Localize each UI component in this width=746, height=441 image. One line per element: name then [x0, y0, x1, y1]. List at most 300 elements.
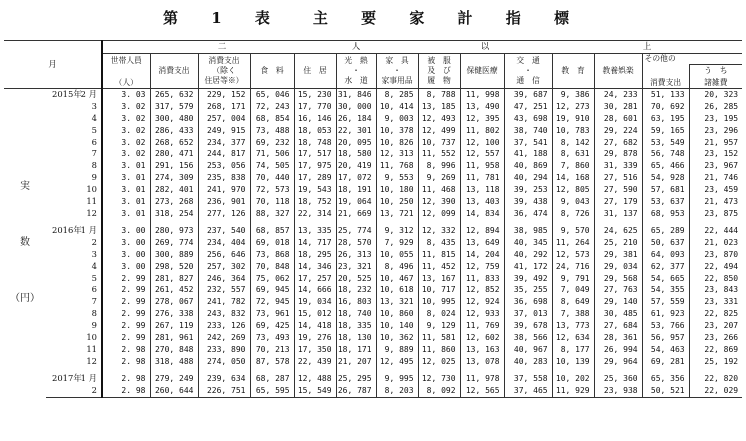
value-cell: 12, 395 — [460, 113, 504, 125]
value-cell: 31, 846 — [336, 88, 376, 100]
value-cell: 40, 869 — [504, 160, 552, 172]
group-nin: 人 — [351, 41, 361, 51]
value-cell: 8, 024 — [418, 308, 460, 320]
value-cell: 13, 078 — [460, 356, 504, 368]
value-cell: 12, 100 — [460, 137, 504, 149]
value-cell: 29, 224 — [594, 125, 642, 137]
month-header: 月 — [4, 41, 102, 89]
value-cell: 12, 273 — [552, 101, 594, 113]
value-cell: 40, 292 — [504, 249, 552, 261]
value-cell: 278, 067 — [150, 296, 198, 308]
value-cell: 65, 595 — [250, 385, 294, 397]
value-cell: 22, 301 — [336, 125, 376, 137]
value-cell: 2. 98 — [102, 373, 150, 385]
value-cell: 12, 805 — [552, 184, 594, 196]
month-label: 11 — [86, 196, 97, 207]
value-cell: 68, 287 — [250, 373, 294, 385]
value-cell: 26, 285 — [689, 101, 742, 113]
value-cell: 9, 269 — [418, 172, 460, 184]
value-cell: 241, 970 — [198, 184, 250, 196]
side-en: （円） — [10, 292, 40, 304]
table-row — [4, 148, 742, 160]
value-cell: 30, 281 — [594, 101, 642, 113]
value-cell: 8, 996 — [418, 160, 460, 172]
value-cell: 70, 692 — [642, 101, 689, 113]
value-cell: 23, 843 — [689, 284, 742, 296]
value-cell: 9, 889 — [376, 344, 418, 356]
value-cell: 257, 302 — [198, 261, 250, 273]
value-cell: 15, 549 — [294, 385, 336, 397]
value-cell: 291, 156 — [150, 160, 198, 172]
value-cell: 7, 049 — [552, 284, 594, 296]
value-cell: 50, 637 — [642, 237, 689, 249]
table-row — [4, 137, 742, 149]
value-cell: 40, 967 — [504, 344, 552, 356]
month-label: 10 — [86, 184, 97, 195]
table-row — [4, 320, 742, 332]
household-indicator-table — [4, 40, 742, 398]
value-cell: 12, 488 — [294, 373, 336, 385]
value-cell: 2. 99 — [102, 273, 150, 285]
value-cell: 64, 093 — [642, 249, 689, 261]
value-cell: 3. 02 — [102, 148, 150, 160]
value-cell: 257, 004 — [198, 113, 250, 125]
month-cell — [46, 125, 102, 137]
month-cell — [46, 344, 102, 356]
value-cell: 71, 506 — [250, 148, 294, 160]
value-cell: 22, 314 — [294, 208, 336, 220]
value-cell: 17, 975 — [294, 160, 336, 172]
value-cell: 40, 294 — [504, 172, 552, 184]
value-cell: 3. 02 — [102, 101, 150, 113]
value-cell: 40, 283 — [504, 356, 552, 368]
value-cell: 2. 98 — [102, 385, 150, 397]
month-cell — [46, 148, 102, 160]
value-cell: 12, 099 — [418, 208, 460, 220]
value-cell: 318, 254 — [150, 208, 198, 220]
value-cell: 62, 377 — [642, 261, 689, 273]
value-cell: 12, 557 — [460, 148, 504, 160]
month-label: 3 — [91, 248, 97, 259]
value-cell: 2. 99 — [102, 308, 150, 320]
value-cell: 12, 759 — [460, 261, 504, 273]
page-title: 第 1 表 主 要 家 計 指 標 — [163, 9, 583, 27]
value-cell: 7, 388 — [552, 308, 594, 320]
value-cell: 57, 681 — [642, 184, 689, 196]
value-cell: 286, 433 — [150, 125, 198, 137]
value-cell: 22, 869 — [689, 344, 742, 356]
table-row — [4, 237, 742, 249]
value-cell: 70, 118 — [250, 196, 294, 208]
value-cell: 54, 463 — [642, 344, 689, 356]
col-shohi-jogai-3: 住居等※） — [204, 75, 244, 85]
value-cell: 274, 050 — [198, 356, 250, 368]
value-cell: 40, 345 — [504, 237, 552, 249]
value-cell: 73, 488 — [250, 125, 294, 137]
value-cell: 69, 281 — [642, 356, 689, 368]
value-cell: 10, 055 — [376, 249, 418, 261]
month-label: 8 — [91, 160, 97, 171]
table-row — [4, 160, 742, 172]
month-label: 2 月 — [80, 88, 97, 99]
value-cell: 10, 250 — [376, 196, 418, 208]
value-cell: 41, 188 — [504, 148, 552, 160]
month-cell — [46, 88, 102, 100]
value-cell: 21, 023 — [689, 237, 742, 249]
col-setai: 世帯人員 — [110, 55, 142, 65]
value-cell: 74, 505 — [250, 160, 294, 172]
value-cell: 26, 313 — [336, 249, 376, 261]
value-cell: 31, 137 — [594, 208, 642, 220]
value-cell: 15, 230 — [294, 88, 336, 100]
value-cell: 70, 440 — [250, 172, 294, 184]
value-cell: 19, 276 — [294, 332, 336, 344]
value-cell: 68, 953 — [642, 208, 689, 220]
value-cell: 10, 140 — [376, 320, 418, 332]
year-label: 2017年 — [52, 372, 82, 383]
value-cell: 233, 890 — [198, 344, 250, 356]
value-cell: 11, 264 — [552, 237, 594, 249]
value-cell: 12, 313 — [376, 148, 418, 160]
value-cell: 3. 00 — [102, 261, 150, 273]
value-cell: 27, 590 — [594, 184, 642, 196]
value-cell: 22, 825 — [689, 308, 742, 320]
value-cell: 242, 269 — [198, 332, 250, 344]
col-konetsu-1: 光 熱 — [344, 55, 368, 65]
table-row — [4, 273, 742, 285]
value-cell: 8, 435 — [418, 237, 460, 249]
month-label: 6 — [91, 284, 97, 295]
value-cell: 11, 468 — [418, 184, 460, 196]
value-cell: 11, 815 — [418, 249, 460, 261]
col-konetsu-3: 水 道 — [344, 75, 368, 85]
col-uchi-1: う ち — [689, 64, 742, 78]
value-cell: 269, 774 — [150, 237, 198, 249]
table-row — [4, 261, 742, 273]
value-cell: 72, 945 — [250, 296, 294, 308]
value-cell: 28, 601 — [594, 113, 642, 125]
value-cell: 18, 053 — [294, 125, 336, 137]
value-cell: 8, 203 — [376, 385, 418, 397]
value-cell: 268, 171 — [198, 101, 250, 113]
value-cell: 29, 140 — [594, 296, 642, 308]
value-cell: 2. 98 — [102, 356, 150, 368]
value-cell: 10, 618 — [376, 284, 418, 296]
value-cell: 59, 165 — [642, 125, 689, 137]
value-cell: 15, 012 — [294, 308, 336, 320]
table-row — [4, 385, 742, 397]
value-cell: 8, 726 — [552, 208, 594, 220]
value-cell: 3. 01 — [102, 184, 150, 196]
value-cell: 18, 130 — [336, 332, 376, 344]
value-cell: 29, 878 — [594, 148, 642, 160]
value-cell: 22, 820 — [689, 373, 742, 385]
col-kagu-2: ・ — [393, 65, 401, 75]
value-cell: 23, 321 — [336, 261, 376, 273]
value-cell: 3. 01 — [102, 196, 150, 208]
month-label: 3 — [91, 100, 97, 111]
value-cell: 10, 467 — [376, 273, 418, 285]
month-cell — [46, 172, 102, 184]
value-cell: 9, 553 — [376, 172, 418, 184]
side-label — [4, 88, 46, 397]
month-cell — [46, 356, 102, 368]
value-cell: 18, 740 — [336, 308, 376, 320]
table-body — [4, 88, 742, 397]
month-label: 5 — [91, 272, 97, 283]
value-cell: 23, 296 — [689, 125, 742, 137]
value-cell: 13, 118 — [460, 184, 504, 196]
value-cell: 244, 817 — [198, 148, 250, 160]
value-cell: 300, 889 — [150, 249, 198, 261]
value-cell: 274, 309 — [150, 172, 198, 184]
value-cell: 3. 00 — [102, 225, 150, 237]
month-label: 1 月 — [80, 372, 97, 383]
month-cell — [46, 101, 102, 113]
value-cell: 268, 652 — [150, 137, 198, 149]
value-cell: 2. 99 — [102, 320, 150, 332]
value-cell: 243, 832 — [198, 308, 250, 320]
value-cell: 68, 854 — [250, 113, 294, 125]
value-cell: 20, 095 — [336, 137, 376, 149]
col-hifuku-1: 被 服 — [427, 55, 451, 65]
value-cell: 69, 945 — [250, 284, 294, 296]
value-cell: 2. 99 — [102, 284, 150, 296]
value-cell: 260, 644 — [150, 385, 198, 397]
value-cell: 17, 350 — [294, 344, 336, 356]
value-cell: 236, 901 — [198, 196, 250, 208]
value-cell: 10, 826 — [376, 137, 418, 149]
value-cell: 70, 848 — [250, 261, 294, 273]
col-sonota: その他の — [642, 53, 742, 64]
value-cell: 20, 323 — [689, 88, 742, 100]
value-cell: 12, 852 — [460, 284, 504, 296]
table-row — [4, 113, 742, 125]
year-label: 2016年 — [52, 224, 82, 235]
month-label: 8 — [91, 308, 97, 319]
value-cell: 9, 312 — [376, 225, 418, 237]
value-cell: 63, 195 — [642, 113, 689, 125]
value-cell: 256, 646 — [198, 249, 250, 261]
year-label: 2015年 — [52, 88, 82, 99]
month-label: 2 — [91, 384, 97, 395]
value-cell: 12, 634 — [552, 332, 594, 344]
value-cell: 56, 957 — [642, 332, 689, 344]
value-cell: 27, 684 — [594, 320, 642, 332]
value-cell: 69, 018 — [250, 237, 294, 249]
value-cell: 39, 438 — [504, 196, 552, 208]
value-cell: 11, 781 — [460, 172, 504, 184]
month-cell — [46, 284, 102, 296]
value-cell: 10, 737 — [418, 137, 460, 149]
value-cell: 280, 471 — [150, 148, 198, 160]
month-label: 6 — [91, 136, 97, 147]
value-cell: 68, 857 — [250, 225, 294, 237]
value-cell: 73, 961 — [250, 308, 294, 320]
table-row — [4, 373, 742, 385]
value-cell: 54, 928 — [642, 172, 689, 184]
value-cell: 23, 875 — [689, 208, 742, 220]
col-jukyo: 住 居 — [294, 53, 336, 88]
value-cell: 57, 559 — [642, 296, 689, 308]
group-ijo: 以 — [480, 41, 490, 51]
value-cell: 234, 377 — [198, 137, 250, 149]
value-cell: 10, 180 — [376, 184, 418, 196]
value-cell: 51, 133 — [642, 88, 689, 100]
value-cell: 16, 146 — [294, 113, 336, 125]
value-cell: 3. 01 — [102, 208, 150, 220]
month-cell — [46, 320, 102, 332]
value-cell: 9, 995 — [376, 373, 418, 385]
value-cell: 19, 910 — [552, 113, 594, 125]
value-cell: 7, 860 — [552, 160, 594, 172]
table-row — [4, 88, 742, 100]
value-cell: 37, 013 — [504, 308, 552, 320]
col-kyoiku: 教 育 — [552, 53, 594, 88]
value-cell: 10, 378 — [376, 125, 418, 137]
value-cell: 12, 602 — [460, 332, 504, 344]
month-cell — [46, 261, 102, 273]
value-cell: 234, 404 — [198, 237, 250, 249]
value-cell: 11, 833 — [460, 273, 504, 285]
value-cell: 39, 687 — [504, 88, 552, 100]
value-cell: 10, 860 — [376, 308, 418, 320]
value-cell: 65, 046 — [250, 88, 294, 100]
value-cell: 11, 452 — [418, 261, 460, 273]
value-cell: 2. 99 — [102, 332, 150, 344]
value-cell: 73, 868 — [250, 249, 294, 261]
value-cell: 279, 249 — [150, 373, 198, 385]
value-cell: 12, 495 — [376, 356, 418, 368]
value-cell: 9, 386 — [552, 88, 594, 100]
value-cell: 11, 929 — [552, 385, 594, 397]
table-row — [4, 172, 742, 184]
value-cell: 54, 355 — [642, 284, 689, 296]
value-cell: 13, 163 — [460, 344, 504, 356]
month-cell — [46, 113, 102, 125]
month-label: 5 — [91, 124, 97, 135]
value-cell: 69, 232 — [250, 137, 294, 149]
value-cell: 12, 493 — [418, 113, 460, 125]
value-cell: 38, 566 — [504, 332, 552, 344]
value-cell: 9, 129 — [418, 320, 460, 332]
value-cell: 276, 338 — [150, 308, 198, 320]
value-cell: 28, 361 — [594, 332, 642, 344]
value-cell: 14, 717 — [294, 237, 336, 249]
value-cell: 18, 748 — [294, 137, 336, 149]
value-cell: 23, 938 — [594, 385, 642, 397]
value-cell: 298, 520 — [150, 261, 198, 273]
value-cell: 18, 335 — [336, 320, 376, 332]
col-konetsu-2: ・ — [352, 65, 360, 75]
month-cell — [46, 296, 102, 308]
value-cell: 26, 184 — [336, 113, 376, 125]
value-cell: 23, 331 — [689, 296, 742, 308]
value-cell: 239, 634 — [198, 373, 250, 385]
value-cell: 8, 496 — [376, 261, 418, 273]
value-cell: 20, 525 — [336, 273, 376, 285]
value-cell: 29, 568 — [594, 273, 642, 285]
month-label: 11 — [86, 343, 97, 354]
value-cell: 21, 746 — [689, 172, 742, 184]
value-cell: 13, 721 — [376, 208, 418, 220]
col-kagu-3: 家事用品 — [381, 75, 413, 85]
month-label: 4 — [91, 112, 97, 123]
value-cell: 13, 649 — [460, 237, 504, 249]
value-cell: 22, 439 — [294, 356, 336, 368]
value-cell: 30, 485 — [594, 308, 642, 320]
value-cell: 72, 573 — [250, 184, 294, 196]
value-cell: 21, 207 — [336, 356, 376, 368]
month-cell — [46, 225, 102, 237]
value-cell: 65, 289 — [642, 225, 689, 237]
value-cell: 12, 565 — [460, 385, 504, 397]
table-row — [4, 332, 742, 344]
value-cell: 26, 994 — [594, 344, 642, 356]
col-sonota-2: 消費支出 — [642, 64, 689, 88]
value-cell: 25, 210 — [594, 237, 642, 249]
value-cell: 3. 01 — [102, 160, 150, 172]
value-cell: 3. 01 — [102, 172, 150, 184]
table-row — [4, 356, 742, 368]
value-cell: 19, 543 — [294, 184, 336, 196]
value-cell: 261, 452 — [150, 284, 198, 296]
table-row — [4, 225, 742, 237]
month-cell — [46, 308, 102, 320]
value-cell: 27, 763 — [594, 284, 642, 296]
value-cell: 10, 362 — [376, 332, 418, 344]
month-cell — [46, 160, 102, 172]
value-cell: 11, 552 — [418, 148, 460, 160]
month-cell — [46, 249, 102, 261]
value-cell: 7, 929 — [376, 237, 418, 249]
table-row — [4, 284, 742, 296]
table-row — [4, 296, 742, 308]
value-cell: 11, 978 — [460, 373, 504, 385]
value-cell: 41, 172 — [504, 261, 552, 273]
month-cell — [46, 273, 102, 285]
value-cell: 17, 517 — [294, 148, 336, 160]
value-cell: 10, 717 — [418, 284, 460, 296]
month-cell — [46, 373, 102, 385]
value-cell: 8, 177 — [552, 344, 594, 356]
value-cell: 23, 967 — [689, 160, 742, 172]
value-cell: 37, 541 — [504, 137, 552, 149]
value-cell: 37, 558 — [504, 373, 552, 385]
month-label: 2 — [91, 236, 97, 247]
value-cell: 3. 03 — [102, 88, 150, 100]
value-cell: 29, 964 — [594, 356, 642, 368]
value-cell: 56, 748 — [642, 148, 689, 160]
month-cell — [46, 237, 102, 249]
month-label: 1 月 — [80, 224, 97, 235]
col-kotsu-2: ・ — [524, 65, 532, 75]
side-su: 数 — [20, 237, 30, 249]
value-cell: 277, 126 — [198, 208, 250, 220]
side-jitsu: 実 — [20, 181, 30, 193]
value-cell: 9, 570 — [552, 225, 594, 237]
value-cell: 18, 295 — [294, 249, 336, 261]
value-cell: 11, 958 — [460, 160, 504, 172]
value-cell: 10, 414 — [376, 101, 418, 113]
value-cell: 27, 516 — [594, 172, 642, 184]
value-cell: 8, 092 — [418, 385, 460, 397]
col-hifuku-3: 履 物 — [427, 75, 451, 85]
value-cell: 70, 213 — [250, 344, 294, 356]
col-uchi-2: 諸雑費 — [689, 78, 742, 89]
value-cell: 3. 02 — [102, 113, 150, 125]
value-cell: 12, 390 — [418, 196, 460, 208]
